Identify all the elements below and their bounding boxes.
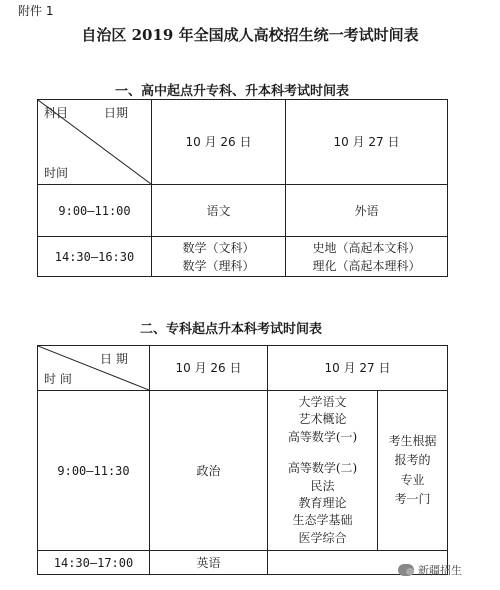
corner-time-label: 时间 (44, 166, 69, 180)
section1-table (37, 99, 448, 277)
section1-time-cell: 14:30—16:30 (38, 237, 152, 277)
subject-text: 教育理论 (298, 495, 347, 510)
section1-subject-cell (286, 237, 448, 277)
section2-table (37, 345, 448, 575)
subject-text: 医学综合 (298, 530, 347, 545)
corner-date-label: 日期 (104, 106, 129, 120)
section1-corner-cell (38, 100, 152, 185)
section2-date-header: 10 月 27 日 (268, 346, 448, 391)
subject-text: 大学语文 (298, 394, 347, 409)
section1-date-header: 10 月 27 日 (286, 100, 448, 185)
section1-subject-cell (152, 237, 286, 277)
subject-text: 数学（理科） (182, 258, 255, 273)
page-title: 自治区 2019 年全国成人高校招生统一考试时间表 (81, 26, 419, 44)
section2-heading: 二、专科起点升本科考试时间表 (140, 322, 323, 337)
section2-time-cell: 9:00—11:30 (38, 391, 150, 551)
subject-text: 生态学基础 (292, 513, 353, 528)
wechat-icon (398, 564, 414, 576)
corner-subject-label: 科目 (44, 106, 69, 120)
corner-time-label: 时 间 (44, 372, 72, 386)
section1-subject-cell (286, 185, 448, 237)
section2-subject-cell: 英语 (150, 551, 268, 575)
subject-text: 数学（文科） (182, 240, 255, 255)
section1-heading: 一、高中起点升专科、升本科考试时间表 (115, 84, 350, 99)
subject-text: 高等数学(二) (287, 461, 358, 476)
section2-note-cell (378, 391, 448, 551)
spacer (268, 446, 377, 460)
subject-text: 高等数学(一) (287, 429, 358, 444)
section2-subject-list (268, 391, 378, 551)
attachment-label: 附件 1 (18, 4, 54, 18)
note-text: 考一门 (394, 491, 431, 506)
note-text: 专业 (400, 472, 425, 487)
section2-date-header: 10 月 26 日 (150, 346, 268, 391)
section2-corner-cell (38, 346, 150, 391)
corner-date-label: 日 期 (100, 352, 128, 366)
section1-date-header: 10 月 26 日 (152, 100, 286, 185)
subject-text: 理化（高起本理科） (312, 258, 421, 273)
section2-subject-cell: 政治 (150, 391, 268, 551)
section1-subject-cell (152, 185, 286, 237)
note-text: 考生根据 (388, 434, 437, 449)
subject-text: 史地（高起本文科） (312, 240, 421, 255)
section2-time-cell: 14:30—17:00 (38, 551, 150, 575)
watermark (398, 562, 462, 578)
subject-text: 外语 (354, 203, 379, 218)
subject-text: 艺术概论 (298, 412, 347, 427)
watermark-text: 新疆招生 (418, 564, 462, 577)
subject-text: 民法 (310, 478, 335, 493)
subject-text: 语文 (206, 203, 231, 218)
section1-time-cell: 9:00—11:00 (38, 185, 152, 237)
note-text: 报考的 (394, 453, 431, 468)
